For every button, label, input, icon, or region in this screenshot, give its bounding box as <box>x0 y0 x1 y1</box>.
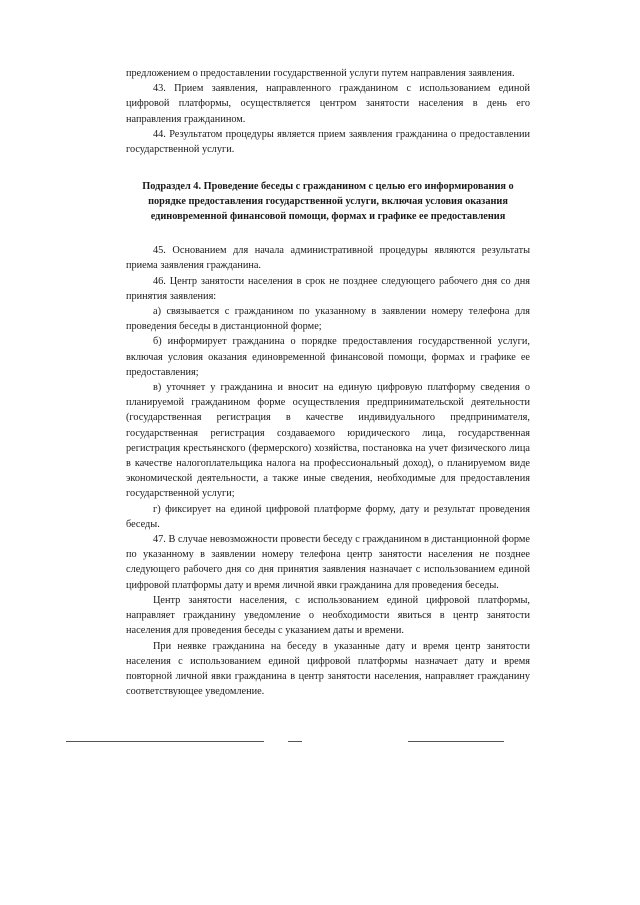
item-v: в) уточняет у гражданина и вносит на единую цифровую платформу сведения о планируемой гражданином форме осуществления предпринимательской деятельности (государственная регистрация в качестве индивидуального предпринимателя, государственная регистрация создаваемого юридического лица, государственная регистрация крестьянского (фермерского) хозяйства, постановка на учет физического лица в качестве налогоплательщика налога на профессиональный доход), о планируемом виде экономической деятельности, а также иные сведения, необходимые для предоставления государственной услуги; <box>126 382 530 500</box>
subsection-4-heading: Подраздел 4. Проведение беседы с гражданином с целью его информирования о порядке предоставления государственной услуги, включая условия оказания единовременной финансовой помощи, формах и графике ее предоставления <box>142 181 514 223</box>
item-g: г) фиксирует на единой цифровой платформе форму, дату и результат проведения беседы. <box>126 503 530 530</box>
paragraph-47: 47. В случае невозможности провести беседу с гражданином в дистанционной форме по указанному в заявлении номеру телефона центр занятости населения не позднее следующего рабочего дня со дня принятия заявления назначает с использованием единой цифровой платформы дату и время личной явки гражданина для проведения беседы. <box>126 534 530 591</box>
item-b: б) информирует гражданина о порядке предоставления государственной услуги, включая условия оказания единовременной финансовой помощи, формах и графике ее предоставления; <box>126 336 530 378</box>
footer-rule-right <box>408 741 504 742</box>
paragraph-46: 46. Центр занятости населения в срок не позднее следующего рабочего дня со дня принятия заявления: <box>126 275 530 302</box>
item-a: а) связывается с гражданином по указанному в заявлении номеру телефона для проведения беседы в дистанционной форме; <box>126 306 530 333</box>
paragraph-43: 43. Прием заявления, направленного гражданином с использованием единой цифровой платформы, осуществляется центром занятости населения в день его направления гражданином. <box>126 83 530 125</box>
paragraph-45: 45. Основанием для начала административной процедуры являются результаты приема заявления гражданина. <box>126 245 530 272</box>
footer-rule-center <box>288 741 302 742</box>
paragraph-notification: Центр занятости населения, с использованием единой цифровой платформы, направляет гражданину уведомление о необходимости явиться в центр занятости населения для проведения беседы с указанием даты и времени. <box>126 594 530 637</box>
paragraph-continuation: предложением о предоставлении государственной услуги путем направления заявления. <box>126 68 515 79</box>
document-body <box>126 66 530 699</box>
paragraph-no-show: При неявке гражданина на беседу в указанные дату и время центр занятости населения с использованием единой цифровой платформы назначает дату и время повторной личной явки гражданина в центр занятости населения, направляет гражданину соответствующее уведомление. <box>126 640 530 698</box>
footer-rule-left <box>66 741 264 742</box>
paragraph-44: 44. Результатом процедуры является прием заявления гражданина о предоставлении государственной услуги. <box>126 128 530 156</box>
